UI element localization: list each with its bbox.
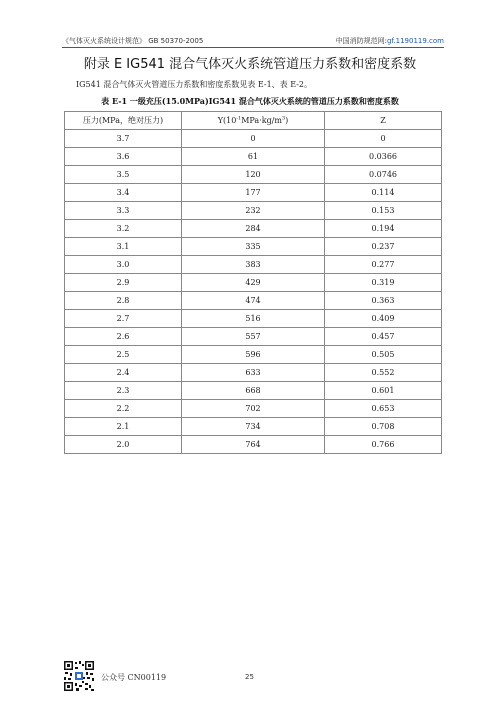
- cell-y: 557: [182, 328, 325, 346]
- cell-y: 61: [182, 148, 325, 166]
- cell-z: 0.457: [325, 328, 442, 346]
- cell-z: 0.409: [325, 310, 442, 328]
- table-row: [65, 292, 442, 310]
- cell-z: 0.0746: [325, 166, 442, 184]
- cell-y: 232: [182, 202, 325, 220]
- cell-y: 383: [182, 256, 325, 274]
- cell-pressure: 3.2: [65, 220, 182, 238]
- cell-z: 0.277: [325, 256, 442, 274]
- cell-pressure: 3.7: [65, 130, 182, 148]
- cell-z: 0.194: [325, 220, 442, 238]
- cell-pressure: 2.1: [65, 418, 182, 436]
- cell-z: 0.319: [325, 274, 442, 292]
- cell-y: 284: [182, 220, 325, 238]
- cell-z: 0.708: [325, 418, 442, 436]
- table-row: [65, 220, 442, 238]
- cell-y: 734: [182, 418, 325, 436]
- cell-y: 177: [182, 184, 325, 202]
- table-row: [65, 310, 442, 328]
- cell-pressure: 2.3: [65, 382, 182, 400]
- header-z: Z: [325, 112, 442, 130]
- table-row: [65, 274, 442, 292]
- cell-pressure: 3.0: [65, 256, 182, 274]
- cell-pressure: 2.4: [65, 364, 182, 382]
- table-caption: 表 E-1 一级充压(15.0MPa)IG541 混合气体灭火系统的管道压力系数和密度系数: [101, 96, 399, 106]
- cell-pressure: 2.2: [65, 400, 182, 418]
- cell-pressure: 3.6: [65, 148, 182, 166]
- page-number: 25: [245, 673, 254, 681]
- coefficient-table: [64, 111, 442, 454]
- header-y-sup2: 3: [281, 115, 286, 122]
- cell-y: 633: [182, 364, 325, 382]
- table-row: [65, 130, 442, 148]
- table-row: [65, 184, 442, 202]
- cell-z: 0.363: [325, 292, 442, 310]
- cell-y: 120: [182, 166, 325, 184]
- cell-z: 0: [325, 130, 442, 148]
- cell-y: 702: [182, 400, 325, 418]
- table-row: [65, 418, 442, 436]
- cell-pressure: 3.4: [65, 184, 182, 202]
- intro-paragraph: IG541 混合气体灭火管道压力系数和密度系数见表 E-1、表 E-2。: [76, 80, 313, 89]
- table-header-row: [65, 112, 442, 130]
- cell-y: 516: [182, 310, 325, 328]
- cell-y: 335: [182, 238, 325, 256]
- table-row: [65, 346, 442, 364]
- table-row: [65, 436, 442, 454]
- table-row: [65, 202, 442, 220]
- cell-z: 0.653: [325, 400, 442, 418]
- table-row: [65, 256, 442, 274]
- header-doc-title: 《气体灭火系统设计规范》 GB 50370-2005: [62, 37, 204, 45]
- page-title: 附录 E IG541 混合气体灭火系统管道压力系数和密度系数: [83, 57, 417, 72]
- cell-z: 0.766: [325, 436, 442, 454]
- table-row: [65, 364, 442, 382]
- table-row: [65, 382, 442, 400]
- header-y-suffix: ): [285, 116, 289, 125]
- table-body: [65, 130, 442, 454]
- cell-pressure: 2.5: [65, 346, 182, 364]
- header-y-sup1: -1: [236, 115, 242, 122]
- cell-pressure: 2.6: [65, 328, 182, 346]
- cell-pressure: 3.3: [65, 202, 182, 220]
- table-row: [65, 238, 442, 256]
- table-row: [65, 400, 442, 418]
- cell-y: 0: [182, 130, 325, 148]
- cell-z: 0.153: [325, 202, 442, 220]
- cell-pressure: 3.5: [65, 166, 182, 184]
- header-y: [182, 112, 325, 130]
- cell-pressure: 2.8: [65, 292, 182, 310]
- cell-pressure: 2.0: [65, 436, 182, 454]
- cell-y: 596: [182, 346, 325, 364]
- header-pressure: 压力(MPa，绝对压力): [65, 112, 182, 130]
- header-site-link[interactable]: gf.1190119.com: [387, 37, 444, 45]
- header-site-prefix: 中国消防规范网:: [335, 37, 388, 45]
- cell-pressure: 2.7: [65, 310, 182, 328]
- header-y-prefix: Y(10: [217, 116, 237, 125]
- cell-z: 0.601: [325, 382, 442, 400]
- cell-z: 0.0366: [325, 148, 442, 166]
- cell-pressure: 3.1: [65, 238, 182, 256]
- cell-y: 474: [182, 292, 325, 310]
- table-row: [65, 166, 442, 184]
- cell-z: 0.237: [325, 238, 442, 256]
- header-y-mid: MPa·kg/m: [241, 116, 282, 125]
- header-site: [336, 36, 444, 46]
- cell-z: 0.505: [325, 346, 442, 364]
- page-header: [62, 36, 444, 48]
- table-row: [65, 148, 442, 166]
- footer-wechat-label: 公众号 CN00119: [101, 673, 167, 682]
- qr-code-icon: [63, 660, 95, 692]
- cell-pressure: 2.9: [65, 274, 182, 292]
- cell-z: 0.114: [325, 184, 442, 202]
- cell-y: 668: [182, 382, 325, 400]
- table-row: [65, 328, 442, 346]
- cell-y: 429: [182, 274, 325, 292]
- cell-y: 764: [182, 436, 325, 454]
- cell-z: 0.552: [325, 364, 442, 382]
